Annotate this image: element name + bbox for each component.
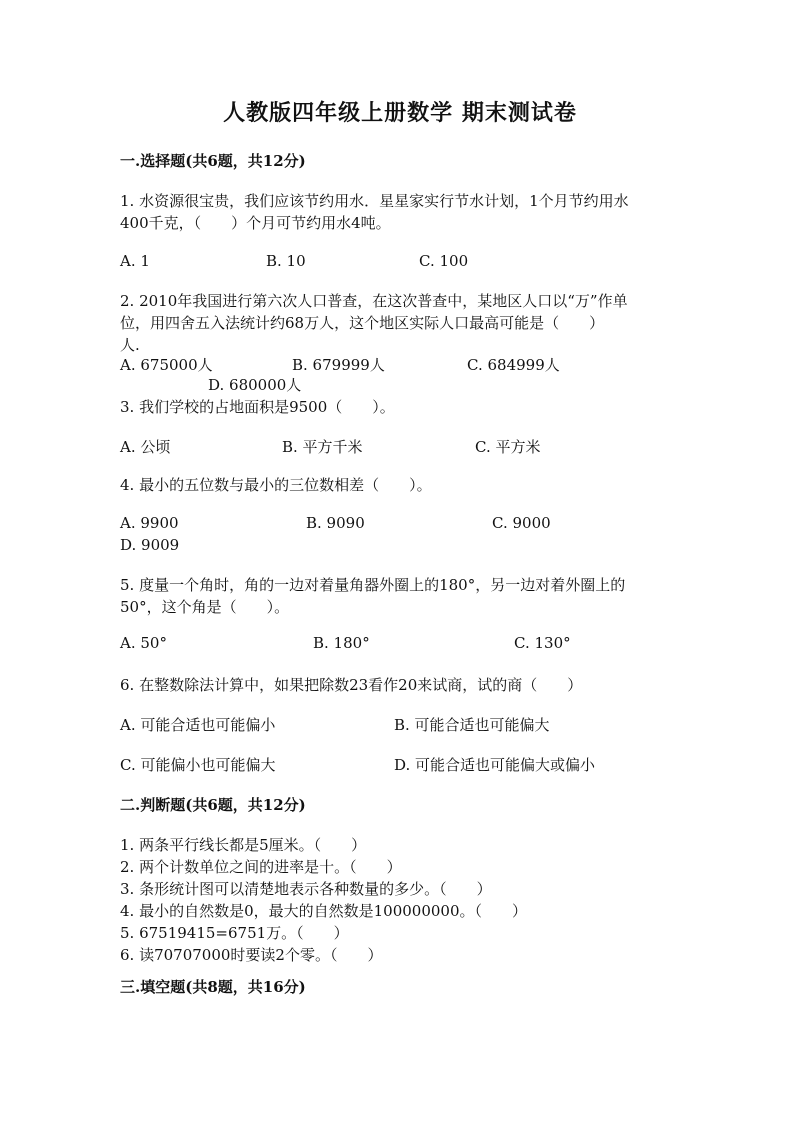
question-5-option-b: B. 180° <box>313 634 370 652</box>
question-4-text: 4. 最小的五位数与最小的三位数相差（ ）。 <box>120 476 432 494</box>
question-5-text: 5. 度量一个角时，角的一边对着量角器外圈上的180°，另一边对着外圈上的 <box>120 576 626 594</box>
question-4-option-a: A. 9900 <box>120 514 179 532</box>
question-1-option-b: B. 10 <box>266 252 306 270</box>
question-5-option-a: A. 50° <box>120 634 167 652</box>
question-3-text: 3. 我们学校的占地面积是9500（ ）。 <box>120 398 395 416</box>
question-1-text: 1. 水资源很宝贵，我们应该节约用水．星星家实行节水计划，1个月节约用水 <box>120 192 629 210</box>
judgement-item-4: 4. 最小的自然数是0，最大的自然数是100000000。（ ） <box>120 902 528 920</box>
question-3-option-b: B. 平方千米 <box>282 438 363 456</box>
question-6-text: 6. 在整数除法计算中，如果把除数23看作20来试商，试的商（ ） <box>120 676 583 694</box>
judgement-item-1: 1. 两条平行线长都是5厘米。（ ） <box>120 836 367 854</box>
section-heading-fill: 三.填空题(共8题，共16分) <box>120 978 306 996</box>
question-2-text: 位，用四舍五入法统计约68万人，这个地区实际人口最高可能是（ ） <box>120 314 605 332</box>
question-6-option-a: A. 可能合适也可能偏小 <box>120 716 276 734</box>
question-5-option-c: C. 130° <box>514 634 571 652</box>
question-2-option-a: A. 675000人 <box>120 356 213 374</box>
question-1-text: 400千克，（ ）个月可节约用水4吨。 <box>120 214 391 232</box>
question-6-option-c: C. 可能偏小也可能偏大 <box>120 756 276 774</box>
judgement-item-6: 6. 读70707000时要读2个零。（ ） <box>120 946 383 964</box>
question-3-option-a: A. 公顷 <box>120 438 171 456</box>
judgement-item-5: 5. 67519415=6751万。（ ） <box>120 924 349 942</box>
question-4-option-d: D. 9009 <box>120 536 180 554</box>
question-2-option-b: B. 679999人 <box>292 356 385 374</box>
question-2-text: 人. <box>120 336 140 354</box>
judgement-item-3: 3. 条形统计图可以清楚地表示各种数量的多少。（ ） <box>120 880 492 898</box>
section-heading-judgement: 二.判断题(共6题，共12分) <box>120 796 306 814</box>
question-1-option-c: C. 100 <box>419 252 469 270</box>
question-1-option-a: A. 1 <box>120 252 150 270</box>
question-2-option-c: C. 684999人 <box>467 356 560 374</box>
judgement-item-2: 2. 两个计数单位之间的进率是十。（ ） <box>120 858 402 876</box>
question-6-option-b: B. 可能合适也可能偏大 <box>394 716 550 734</box>
question-4-option-b: B. 9090 <box>306 514 365 532</box>
question-2-option-d: D. 680000人 <box>208 376 302 394</box>
question-3-option-c: C. 平方米 <box>475 438 541 456</box>
page-title: 人教版四年级上册数学 期末测试卷 <box>223 100 577 126</box>
question-2-text: 2. 2010年我国进行第六次人口普查，在这次普查中，某地区人口以“万”作单 <box>120 292 628 310</box>
question-6-option-d: D. 可能合适也可能偏大或偏小 <box>394 756 596 774</box>
section-heading-choice: 一.选择题(共6题，共12分) <box>120 152 306 170</box>
question-4-option-c: C. 9000 <box>492 514 551 532</box>
question-5-text: 50°，这个角是（ ）。 <box>120 598 290 616</box>
